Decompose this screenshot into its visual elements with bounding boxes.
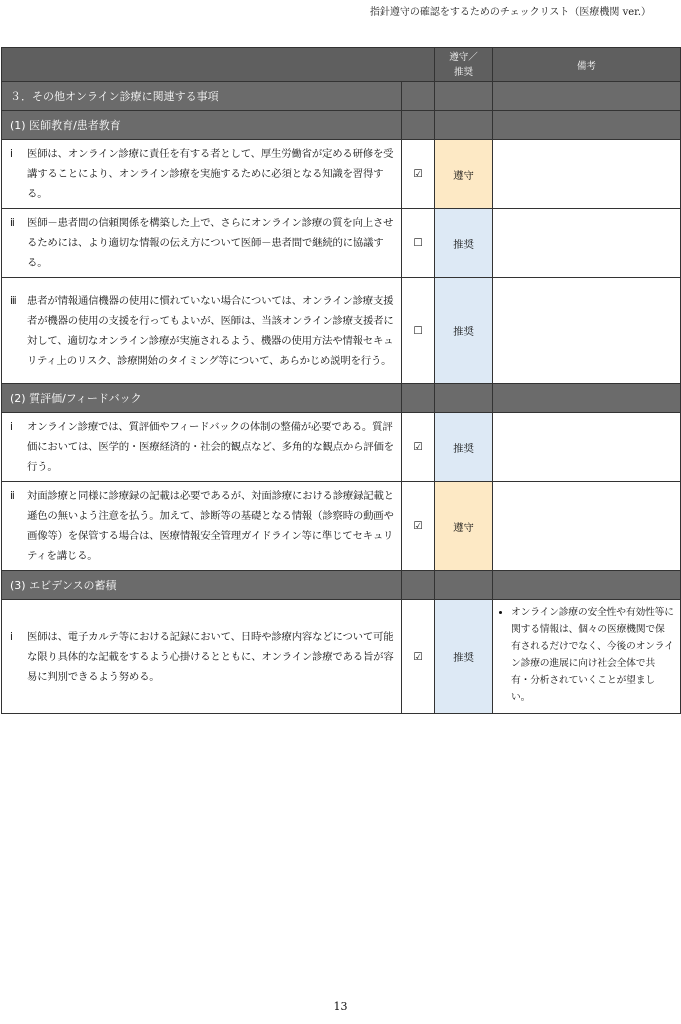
remarks-cell [493,600,681,714]
checklist-item-row [2,482,681,571]
item-cell [2,482,402,571]
item-text: 患者が情報通信機器の使用に慣れていない場合については、オンライン診療支援者が機器の使用の支援を行ってもよいが、医師は、当該オンライン診療支援者に対して、適切なオンライン診療が実施されるよう、機器の使用方法や情報セキュリティ上のリスク、診療開始のタイミング等について、あらかじめ説明を行う。 [27,294,394,367]
checklist-item-row [2,413,681,482]
subsection-row [2,571,681,600]
remarks-cell [493,413,681,482]
item-number: ⅱ [10,490,15,502]
section-row [2,82,681,111]
remarks-cell [493,482,681,571]
subsection-title: (3) エビデンスの蓄積 [2,571,402,600]
page-header: 指針遵守の確認をするためのチェックリスト（医療機関 ver.） [369,7,651,18]
item-cell [2,140,402,209]
subsection-title: (1) 医師教育/患者教育 [2,111,402,140]
item-text: 医師は、電子カルテ等における記録において、日時や診療内容などについて可能な限り具体的な記載をするよう心掛けるとともに、オンライン診療である旨が容易に判別できるよう努める。 [27,630,394,683]
checklist-item-row [2,278,681,384]
remarks-cell [493,140,681,209]
item-checkbox[interactable]: ☑ [402,413,435,482]
item-checkbox[interactable]: ☑ [402,482,435,571]
item-number: ⅰ [10,148,13,160]
subsection-title: (2) 質評価/フィードバック [2,384,402,413]
table-header-row [2,48,681,82]
remarks-item: • オンライン診療の安全性や有効性等に関する情報は、個々の医療機関で保有されるだけでなく、今後のオンライン診療の進展に向け社会全体で共有・分析されていくことが望ましい。 [511,604,674,706]
page-number: 13 [333,1000,348,1013]
status-badge: 遵守 [435,482,493,571]
remarks-cell [493,278,681,384]
checklist-item-row [2,140,681,209]
item-cell [2,278,402,384]
item-number: ⅰ [10,421,13,433]
status-badge: 推奨 [435,413,493,482]
checklist-table [1,47,681,714]
compliance-column-header [435,48,493,82]
item-cell [2,413,402,482]
status-badge: 推奨 [435,278,493,384]
item-text: オンライン診療では、質評価やフィードバックの体制の整備が必要である。質評価においては、医学的・医療経済的・社会的観点など、多角的な観点から評価を行う。 [27,421,394,473]
item-checkbox[interactable]: ☑ [402,600,435,714]
compliance-header-line1: 遵守／ [449,51,478,63]
status-badge: 遵守 [435,140,493,209]
item-checkbox[interactable]: ☑ [402,140,435,209]
item-number: ⅱ [10,217,15,229]
remarks-column-header: 備考 [493,48,681,82]
compliance-header-line2: 推奨 [453,66,473,78]
header-blank-cell [2,48,435,82]
item-number: ⅲ [10,294,17,307]
item-cell [2,209,402,278]
item-text: 対面診療と同様に診療録の記載は必要であるが、対面診療における診療録記載と遜色の無いよう注意を払う。加えて、診断等の基礎となる情報（診察時の動画や画像等）を保管する場合は、医療情報安全管理ガイドライン等に準じてセキュリティを講じる。 [27,490,394,562]
item-number: ⅰ [10,630,13,643]
checklist-item-row [2,600,681,714]
item-text: 医師－患者間の信頼関係を構築した上で、さらにオンライン診療の質を向上させるためには、より適切な情報の伝え方について医師－患者間で継続的に協議する。 [27,217,394,269]
remarks-cell [493,209,681,278]
section-title: ３．その他オンライン診療に関連する事項 [2,82,402,111]
item-checkbox[interactable]: ☐ [402,278,435,384]
status-badge: 推奨 [435,209,493,278]
remarks-list [497,604,674,706]
subsection-row [2,384,681,413]
checklist-item-row [2,209,681,278]
status-badge: 推奨 [435,600,493,714]
subsection-row [2,111,681,140]
item-checkbox[interactable]: ☐ [402,209,435,278]
item-text: 医師は、オンライン診療に責任を有する者として、厚生労働省が定める研修を受講することにより、オンライン診療を実施するために必須となる知識を習得する。 [27,148,394,200]
item-cell [2,600,402,714]
